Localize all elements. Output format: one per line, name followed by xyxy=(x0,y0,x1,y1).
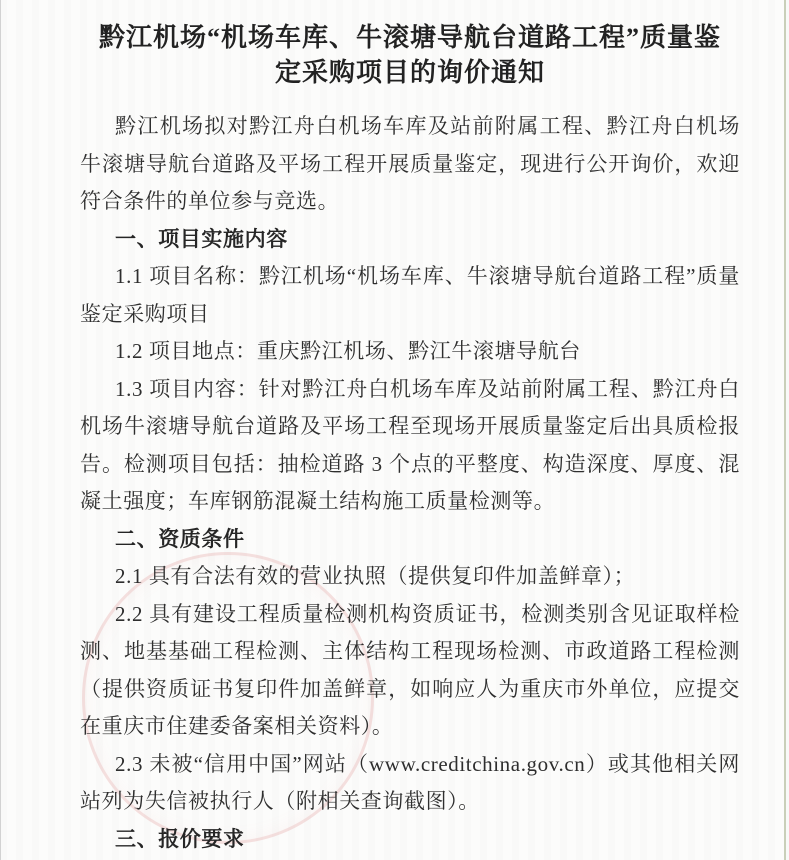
scan-edge-left-line xyxy=(0,0,1,860)
section-heading-project-content: 一、项目实施内容 xyxy=(115,226,288,251)
clause-project-scope: 1.3 项目内容：针对黔江舟白机场车库及站前附属工程、黔江舟白机场牛滚塘导航台道路及平场工程至现场开展质量鉴定后出具质检报告。检测项目包括：抽检道路 3 个点的平整度、构造深度、厚度、混凝土强度；车库钢筋混凝土结构施工质量检测等。 xyxy=(80,376,740,513)
section-heading-quotation: 三、报价要求 xyxy=(115,826,245,851)
clause-credit-china: 2.3 未被“信用中国”网站（www.creditchina.gov.cn）或其他相关网站列为失信被执行人（附相关查询截图）。 xyxy=(80,751,740,813)
clause-business-license: 2.1 具有合法有效的营业执照（提供复印件加盖鲜章）； xyxy=(115,564,636,588)
document-title: 黔江机场“机场车库、牛滚塘导航台道路工程”质量鉴定采购项目的询价通知 xyxy=(98,23,721,87)
notice-document xyxy=(80,20,740,858)
clause-project-name: 1.1 项目名称：黔江机场“机场车库、牛滚塘导航台道路工程”质量鉴定采购项目 xyxy=(80,264,740,326)
section-heading-qualification: 二、资质条件 xyxy=(115,526,245,551)
scan-edge-right-line xyxy=(784,0,786,860)
intro-paragraph: 黔江机场拟对黔江舟白机场车库及站前附属工程、黔江舟白机场牛滚塘导航台道路及平场工程开展质量鉴定，现进行公开询价，欢迎符合条件的单位参与竞选。 xyxy=(80,114,740,213)
clause-project-location: 1.2 项目地点：重庆黔江机场、黔江牛滚塘导航台 xyxy=(115,339,581,363)
clause-testing-certificate: 2.2 具有建设工程质量检测机构资质证书，检测类别含见证取样检测、地基基础工程检测、主体结构工程现场检测、市政道路工程检测（提供资质证书复印件加盖鲜章，如响应人为重庆市外单位，应提交在重庆市住建委备案相关资料）。 xyxy=(80,601,740,738)
